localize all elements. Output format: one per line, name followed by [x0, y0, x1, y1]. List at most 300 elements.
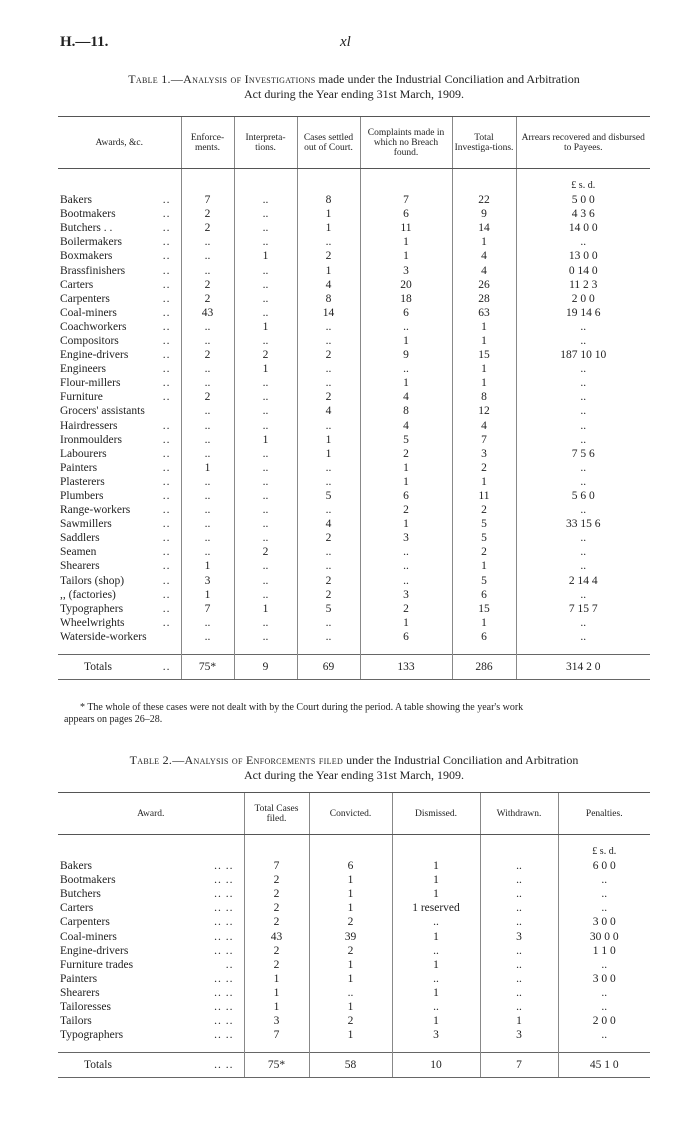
row-label: Tailoresses [60, 1000, 111, 1013]
cell-interp: 1 [234, 602, 297, 616]
row-label-cell [58, 489, 181, 503]
cell-convicted: 6 [309, 859, 392, 873]
row-label: Brassfinishers [60, 264, 126, 277]
row-label: Carpenters [60, 292, 110, 305]
cell-arrears: .. [516, 235, 650, 249]
cell-withdrawn: .. [480, 915, 558, 929]
cell-settled: 1 [297, 207, 360, 221]
row-label: Furniture trades [60, 958, 134, 971]
cell-dismissed: .. [392, 1000, 480, 1014]
row-label-cell [58, 433, 181, 447]
cell-total: 4 [452, 419, 516, 433]
row-label-cell [58, 461, 181, 475]
row-label-cell [58, 362, 181, 376]
t2-body [58, 835, 650, 1078]
row-label-cell [58, 1000, 244, 1014]
cell-total: 1 [452, 235, 516, 249]
cell-nobreach: 2 [360, 503, 452, 517]
leader-dots: .. [162, 461, 171, 474]
cell-arrears: 0 14 0 [516, 263, 650, 277]
cell-settled: 4 [297, 404, 360, 418]
cell-interp: .. [234, 559, 297, 573]
t1-header-enforcements: Enforce-ments. [181, 117, 234, 169]
table-row [58, 390, 650, 404]
cell-withdrawn: .. [480, 1000, 558, 1014]
row-label-cell [58, 545, 181, 559]
row-label: Engine-drivers [60, 944, 129, 957]
cell-nobreach: 4 [360, 419, 452, 433]
row-label: Carters [60, 902, 94, 915]
cell-enf: .. [181, 531, 234, 545]
total-dismissed: 10 [392, 1053, 480, 1078]
row-label: Flour-millers [60, 377, 121, 390]
cell-nobreach: 1 [360, 616, 452, 630]
cell-arrears: .. [516, 334, 650, 348]
leader-dots: .. [162, 278, 171, 291]
total-withdrawn: 7 [480, 1053, 558, 1078]
cell-nobreach: .. [360, 559, 452, 573]
row-label: Bakers [60, 194, 92, 207]
table-row [58, 475, 650, 489]
cell-settled: 5 [297, 489, 360, 503]
cell-enf: .. [181, 249, 234, 263]
row-label-cell [58, 531, 181, 545]
cell-settled: 4 [297, 517, 360, 531]
row-label: ,, (factories) [60, 588, 116, 601]
cell-settled: .. [297, 630, 360, 644]
cell-enf: .. [181, 630, 234, 644]
cell-settled: 4 [297, 278, 360, 292]
table-row [58, 588, 650, 602]
cell-enf: 3 [181, 574, 234, 588]
cell-enf: .. [181, 263, 234, 277]
cell-penalties: .. [558, 958, 650, 972]
cell-dismissed: .. [392, 972, 480, 986]
cell-withdrawn: .. [480, 901, 558, 915]
row-label-cell [58, 1028, 244, 1042]
row-label-cell [58, 972, 244, 986]
row-label: Butchers . . [60, 222, 113, 235]
cell-nobreach: 1 [360, 517, 452, 531]
cell-enf: .. [181, 376, 234, 390]
cell-settled: 2 [297, 588, 360, 602]
cell-penalties: 1 1 0 [558, 944, 650, 958]
cell-nobreach: 5 [360, 433, 452, 447]
t2-header-dismissed: Dismissed. [392, 793, 480, 835]
cell-total: 12 [452, 404, 516, 418]
cell-total: 1 [452, 376, 516, 390]
cell-dismissed: 1 [392, 873, 480, 887]
row-label: Boxmakers [60, 250, 113, 263]
row-label-cell [58, 630, 181, 644]
row-label: Seamen [60, 546, 97, 559]
row-label-cell [58, 390, 181, 404]
cell-enf: 2 [181, 207, 234, 221]
cell-filed: 2 [244, 958, 309, 972]
leader-dots: .. [162, 236, 171, 249]
cell-arrears: 33 15 6 [516, 517, 650, 531]
leader-dots: .. [162, 222, 171, 235]
cell-total: 4 [452, 263, 516, 277]
row-label-cell [58, 616, 181, 630]
row-label-cell [58, 901, 244, 915]
table-row [58, 574, 650, 588]
cell-nobreach: .. [360, 320, 452, 334]
row-label-cell [58, 887, 244, 901]
row-label: Tailors [60, 1015, 92, 1028]
leader-dots: .. [162, 320, 171, 333]
cell-nobreach: 6 [360, 630, 452, 644]
cell-nobreach: 3 [360, 588, 452, 602]
cell-nobreach: 3 [360, 531, 452, 545]
table-row [58, 559, 650, 573]
table2-caption-line2: Act during the Year ending 31st March, 1909. [244, 768, 464, 782]
row-label: Bootmakers [60, 208, 116, 221]
cell-filed: 3 [244, 1014, 309, 1028]
row-label: Tailors (shop) [60, 574, 125, 587]
cell-enf: .. [181, 616, 234, 630]
cell-withdrawn: .. [480, 859, 558, 873]
cell-dismissed: 1 [392, 986, 480, 1000]
table2-caption-head: Table 2.—Analysis of Enforcements filed [129, 753, 344, 767]
cell-settled: .. [297, 419, 360, 433]
cell-settled: .. [297, 320, 360, 334]
cell-total: 22 [452, 193, 516, 207]
cell-interp: .. [234, 193, 297, 207]
leader-dots: .. [162, 518, 171, 531]
table-row [58, 1014, 650, 1028]
row-label: Engine-drivers [60, 349, 129, 362]
cell-interp: 2 [234, 348, 297, 362]
row-label-cell [58, 873, 244, 887]
cell-settled: .. [297, 545, 360, 559]
cell-total: 1 [452, 334, 516, 348]
row-label-cell [58, 475, 181, 489]
cell-convicted: 1 [309, 1000, 392, 1014]
row-label: Sawmillers [60, 518, 112, 531]
row-label-cell [58, 929, 244, 943]
leader-dots: .. [162, 616, 171, 629]
cell-filed: 7 [244, 1028, 309, 1042]
leader-dots: .. [162, 306, 171, 319]
cell-arrears: .. [516, 588, 650, 602]
t1-header-settled: Cases settled out of Court. [297, 117, 360, 169]
cell-arrears: .. [516, 503, 650, 517]
leader-dots: .. [162, 447, 171, 460]
table-row [58, 915, 650, 929]
cell-enf: .. [181, 517, 234, 531]
row-label-cell [58, 447, 181, 461]
row-label-cell [58, 404, 181, 418]
cell-total: 1 [452, 362, 516, 376]
table-row [58, 531, 650, 545]
cell-interp: .. [234, 475, 297, 489]
cell-total: 1 [452, 616, 516, 630]
row-label-cell [58, 559, 181, 573]
cell-enf: 1 [181, 588, 234, 602]
table-row [58, 404, 650, 418]
table2 [58, 792, 650, 1078]
table2-caption-rest: under the Industrial Conciliation and Arbitration [343, 753, 579, 767]
cell-arrears: 7 15 7 [516, 602, 650, 616]
leader-dots: .. [162, 546, 171, 559]
table-row [58, 873, 650, 887]
row-label: Butchers [60, 888, 101, 901]
row-label-cell [58, 859, 244, 873]
cell-settled: 2 [297, 348, 360, 362]
row-label: Carpenters [60, 916, 110, 929]
table-row [58, 602, 650, 616]
table1-caption-head: Table 1.—Analysis of Investigations [128, 72, 316, 86]
cell-dismissed: 1 [392, 958, 480, 972]
cell-nobreach: .. [360, 574, 452, 588]
cell-enf: 2 [181, 348, 234, 362]
cell-nobreach: 6 [360, 489, 452, 503]
leader-dots: .. [162, 490, 171, 503]
cell-interp: .. [234, 292, 297, 306]
table-row [58, 859, 650, 873]
cell-interp: 1 [234, 362, 297, 376]
cell-arrears: 11 2 3 [516, 278, 650, 292]
cell-interp: .. [234, 588, 297, 602]
cell-nobreach: 8 [360, 404, 452, 418]
totals-row [58, 1053, 650, 1078]
cell-nobreach: .. [360, 362, 452, 376]
cell-total: 9 [452, 207, 516, 221]
cell-settled: .. [297, 616, 360, 630]
cell-arrears: .. [516, 320, 650, 334]
cell-enf: .. [181, 320, 234, 334]
cell-settled: .. [297, 475, 360, 489]
cell-total: 15 [452, 602, 516, 616]
cell-convicted: 1 [309, 901, 392, 915]
cell-settled: 8 [297, 292, 360, 306]
cell-total: 26 [452, 278, 516, 292]
t2-header-convicted: Convicted. [309, 793, 392, 835]
total-total: 286 [452, 655, 516, 680]
page-number: xl [340, 34, 351, 50]
cell-total: 1 [452, 559, 516, 573]
t1-header-arrears: Arrears recovered and disbursed to Payees. [516, 117, 650, 169]
cell-nobreach: 7 [360, 193, 452, 207]
cell-enf: .. [181, 475, 234, 489]
cell-total: 15 [452, 348, 516, 362]
cell-interp: .. [234, 334, 297, 348]
cell-settled: .. [297, 334, 360, 348]
row-label: Engineers [60, 363, 106, 376]
table-row [58, 320, 650, 334]
cell-convicted: 1 [309, 1028, 392, 1042]
total-arrears: 314 2 0 [516, 655, 650, 680]
cell-filed: 2 [244, 915, 309, 929]
table-row [58, 447, 650, 461]
cell-penalties: .. [558, 887, 650, 901]
cell-filed: 2 [244, 901, 309, 915]
cell-total: 1 [452, 475, 516, 489]
table-row [58, 944, 650, 958]
cell-interp: 1 [234, 249, 297, 263]
cell-nobreach: 1 [360, 334, 452, 348]
cell-arrears: 14 0 0 [516, 221, 650, 235]
total-convicted: 58 [309, 1053, 392, 1078]
table-row [58, 887, 650, 901]
row-label: Hairdressers [60, 419, 118, 432]
cell-interp: 2 [234, 545, 297, 559]
cell-interp: .. [234, 461, 297, 475]
row-label-cell [58, 193, 181, 207]
table-row [58, 958, 650, 972]
cell-arrears: .. [516, 433, 650, 447]
cell-enf: 43 [181, 306, 234, 320]
table-row [58, 221, 650, 235]
cell-penalties: .. [558, 986, 650, 1000]
cell-enf: .. [181, 489, 234, 503]
row-label: Carters [60, 278, 94, 291]
row-label-cell [58, 207, 181, 221]
cell-interp: .. [234, 306, 297, 320]
total-interp: 9 [234, 655, 297, 680]
row-label: Painters [60, 461, 98, 474]
cell-convicted: 1 [309, 873, 392, 887]
cell-interp: .. [234, 503, 297, 517]
cell-enf: 2 [181, 278, 234, 292]
cell-total: 11 [452, 489, 516, 503]
row-label: Totals [84, 1059, 112, 1072]
cell-arrears: .. [516, 531, 650, 545]
table-row [58, 461, 650, 475]
cell-penalties: 2 0 0 [558, 1014, 650, 1028]
cell-enf: 7 [181, 193, 234, 207]
cell-settled: 8 [297, 193, 360, 207]
table-row [58, 503, 650, 517]
cell-dismissed: .. [392, 944, 480, 958]
cell-nobreach: 18 [360, 292, 452, 306]
row-label: Coal-miners [60, 930, 117, 943]
table-row [58, 263, 650, 277]
totals-row [58, 655, 650, 680]
cell-withdrawn: .. [480, 944, 558, 958]
cell-filed: 1 [244, 1000, 309, 1014]
leader-dots: .. [162, 208, 171, 221]
row-label: Grocers' assistants [60, 405, 145, 418]
cell-arrears: .. [516, 616, 650, 630]
row-label-cell [58, 944, 244, 958]
leader-dots: .. .. [214, 874, 234, 887]
t2-money-units: £ s. d. [558, 845, 650, 859]
cell-enf: 2 [181, 221, 234, 235]
cell-dismissed: 1 [392, 929, 480, 943]
cell-enf: .. [181, 447, 234, 461]
table-row [58, 292, 650, 306]
cell-convicted: 1 [309, 972, 392, 986]
cell-arrears: 7 5 6 [516, 447, 650, 461]
cell-total: 5 [452, 531, 516, 545]
row-label: Waterside-workers [60, 630, 147, 643]
total-enf: 75* [181, 655, 234, 680]
leader-dots: .. [162, 377, 171, 390]
cell-settled: .. [297, 559, 360, 573]
leader-dots: .. [162, 194, 171, 207]
t2-header-filed: Total Cases filed. [244, 793, 309, 835]
cell-arrears: 5 6 0 [516, 489, 650, 503]
cell-arrears: 2 14 4 [516, 574, 650, 588]
table-row [58, 1000, 650, 1014]
table-row [58, 1028, 650, 1042]
cell-filed: 2 [244, 887, 309, 901]
cell-settled: .. [297, 362, 360, 376]
leader-dots: .. [162, 433, 171, 446]
cell-interp: .. [234, 489, 297, 503]
row-label-cell [58, 1014, 244, 1028]
cell-settled: 2 [297, 574, 360, 588]
table-row [58, 376, 650, 390]
table-row [58, 249, 650, 263]
cell-total: 5 [452, 517, 516, 531]
cell-nobreach: 3 [360, 263, 452, 277]
cell-enf: .. [181, 362, 234, 376]
cell-nobreach: 1 [360, 235, 452, 249]
row-label: Compositors [60, 334, 119, 347]
cell-total: 28 [452, 292, 516, 306]
cell-interp: .. [234, 404, 297, 418]
leader-dots: .. .. [214, 972, 234, 985]
row-label: Wheelwrights [60, 616, 125, 629]
leader-dots: .. .. [214, 888, 234, 901]
cell-total: 2 [452, 461, 516, 475]
cell-filed: 1 [244, 972, 309, 986]
page-reference: H.—11. [60, 34, 109, 50]
cell-enf: 2 [181, 390, 234, 404]
row-label: Plumbers [60, 490, 104, 503]
cell-enf: .. [181, 419, 234, 433]
cell-withdrawn: 1 [480, 1014, 558, 1028]
t1-body [58, 169, 650, 680]
cell-interp: .. [234, 235, 297, 249]
total-nobreach: 133 [360, 655, 452, 680]
cell-nobreach: 9 [360, 348, 452, 362]
t1-header-awards: Awards, &c. [58, 117, 181, 169]
table-row [58, 972, 650, 986]
cell-interp: .. [234, 447, 297, 461]
cell-total: 6 [452, 588, 516, 602]
cell-enf: 1 [181, 559, 234, 573]
cell-penalties: 6 0 0 [558, 859, 650, 873]
cell-total: 7 [452, 433, 516, 447]
row-label-cell [58, 278, 181, 292]
leader-dots: .. .. [214, 1015, 234, 1028]
row-label: Ironmoulders [60, 433, 122, 446]
leader-dots: .. .. [214, 930, 234, 943]
cell-arrears: 2 0 0 [516, 292, 650, 306]
cell-convicted: 1 [309, 958, 392, 972]
cell-interp: .. [234, 616, 297, 630]
cell-interp: .. [234, 630, 297, 644]
row-label-cell [58, 574, 181, 588]
cell-dismissed: 1 [392, 859, 480, 873]
cell-penalties: .. [558, 1000, 650, 1014]
leader-dots: .. .. [214, 1059, 234, 1072]
cell-nobreach: 1 [360, 249, 452, 263]
cell-enf: .. [181, 334, 234, 348]
cell-settled: 1 [297, 263, 360, 277]
cell-withdrawn: .. [480, 958, 558, 972]
cell-total: 2 [452, 503, 516, 517]
table-row [58, 306, 650, 320]
cell-interp: .. [234, 390, 297, 404]
leader-dots: .. [162, 574, 171, 587]
cell-settled: 2 [297, 531, 360, 545]
row-label-cell [58, 306, 181, 320]
